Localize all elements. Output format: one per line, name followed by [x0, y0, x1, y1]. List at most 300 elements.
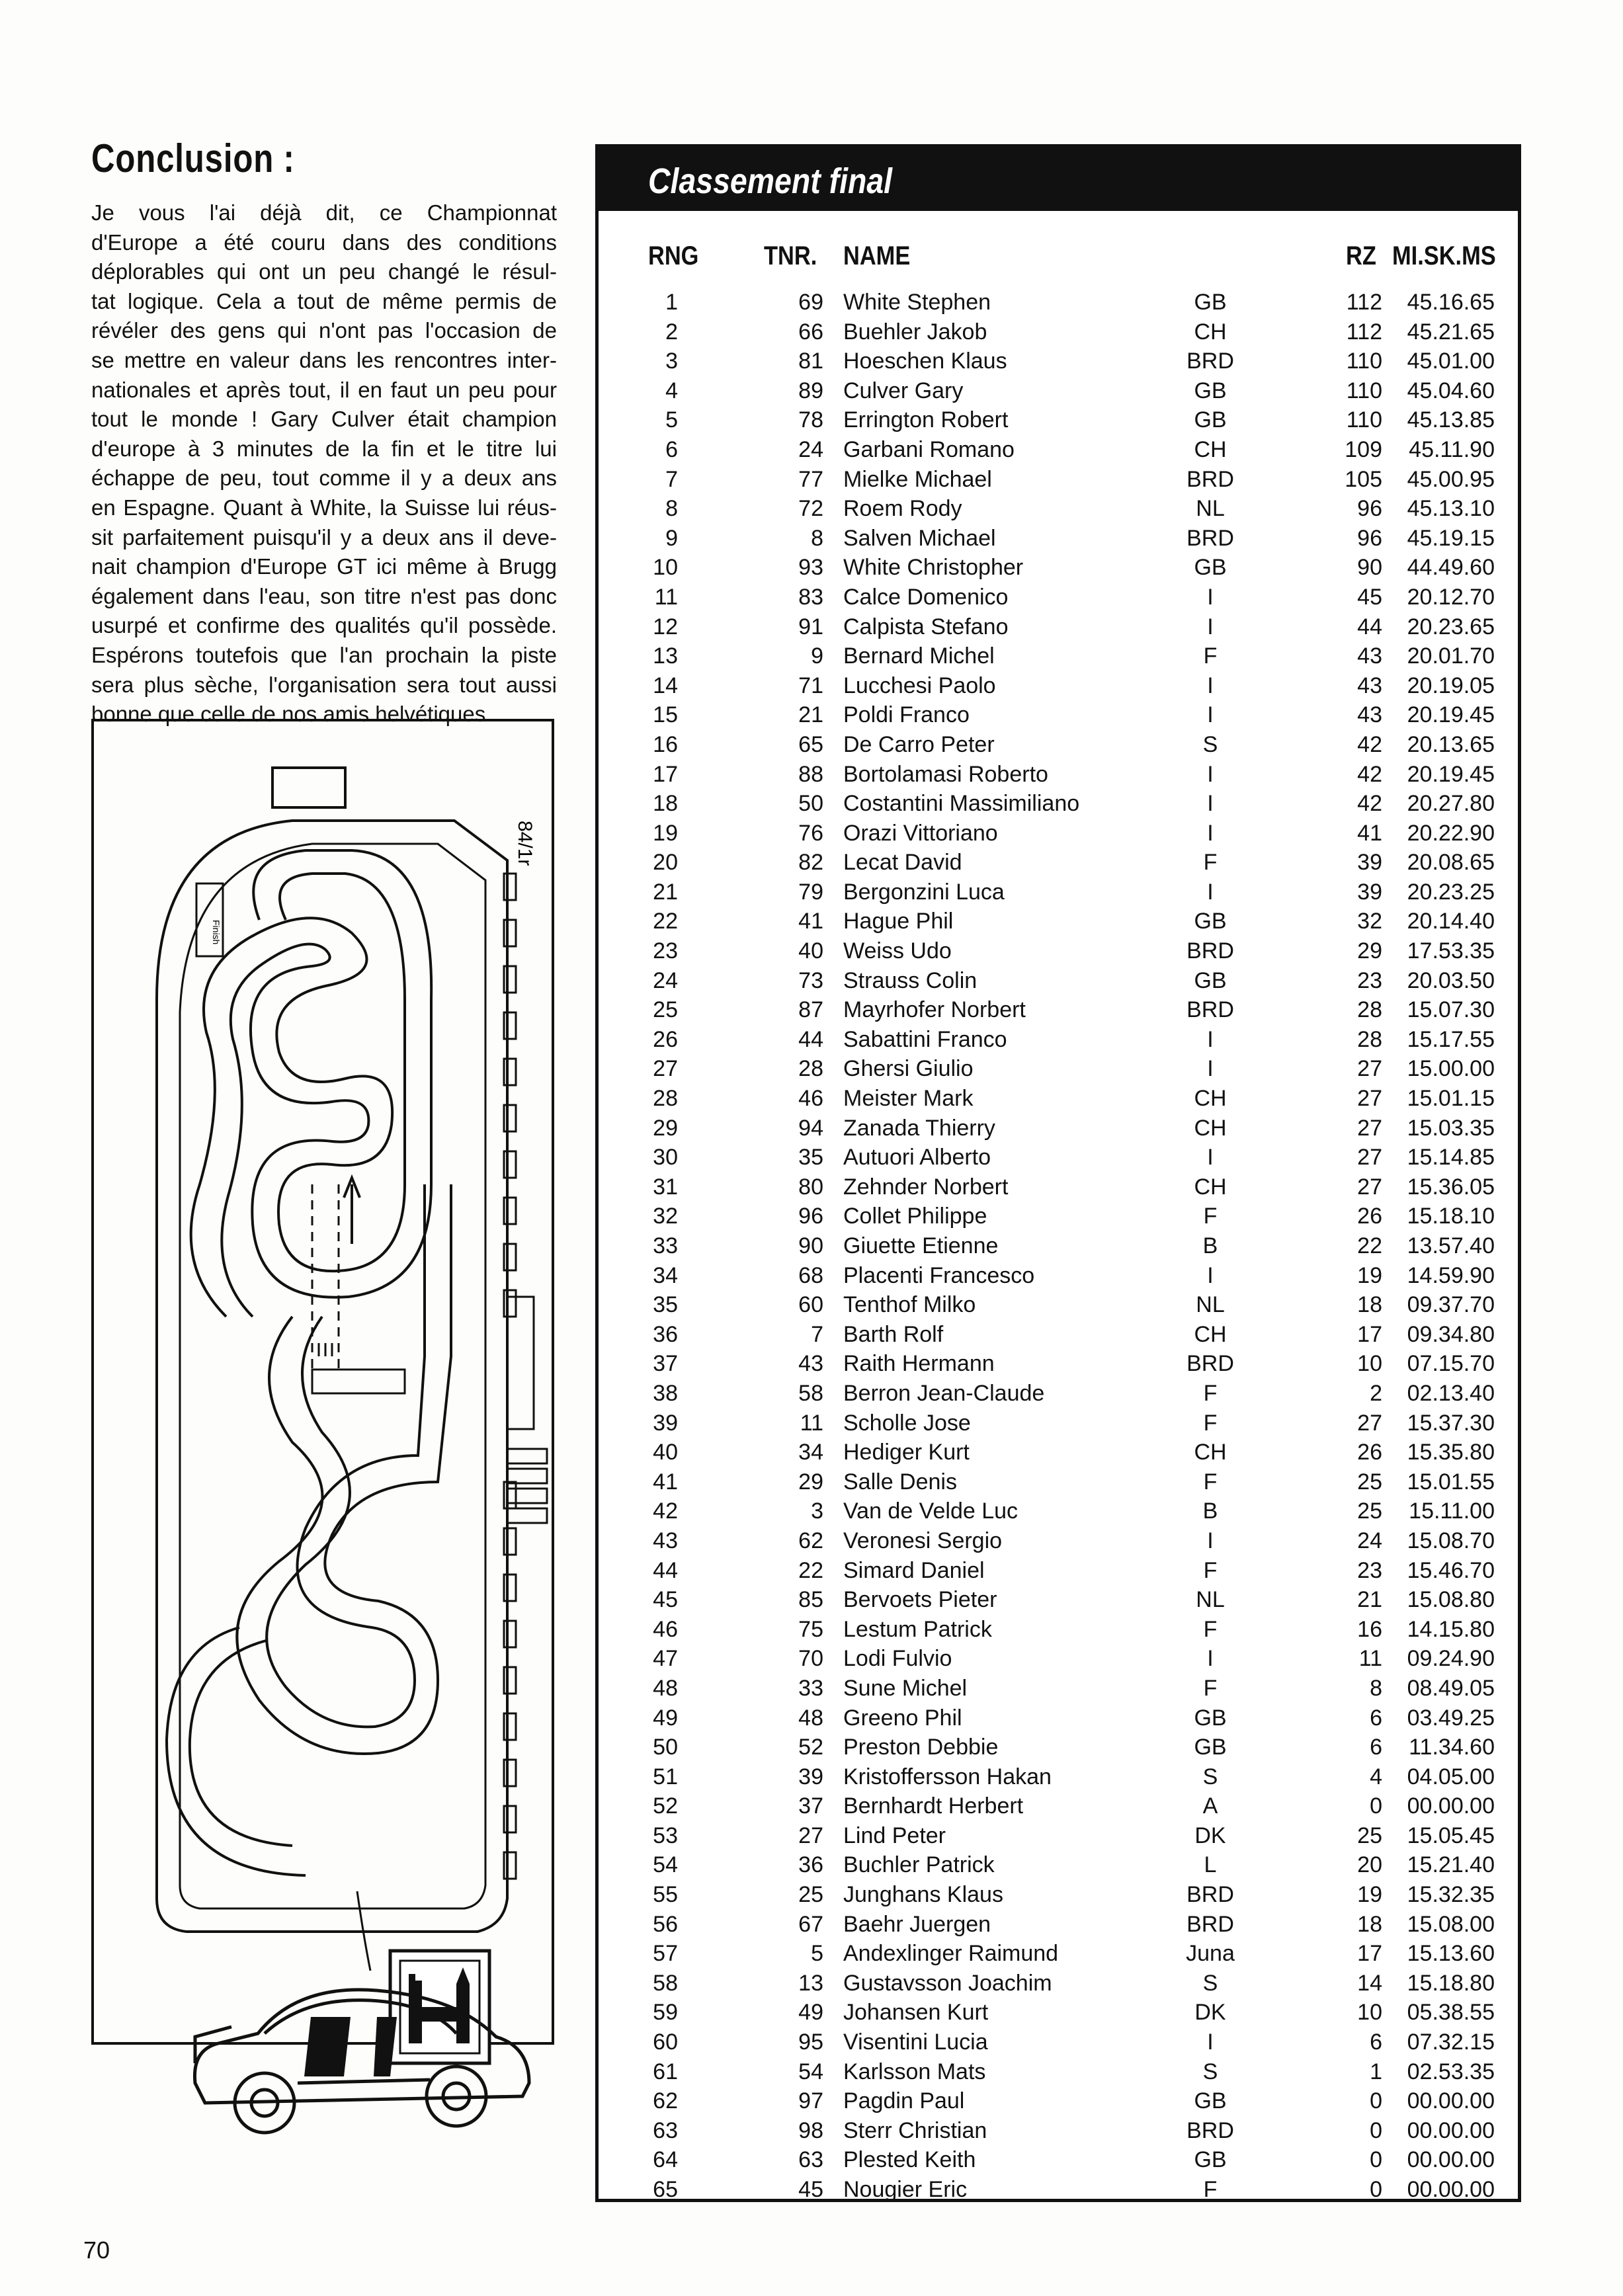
cell-time: 45.00.95	[1407, 466, 1495, 492]
cell-laps: 6	[1370, 2030, 1382, 2055]
cell-time: 15.18.80	[1407, 1970, 1495, 1996]
paragraph-line: déplorables qui ont un peu changé le résul-	[91, 259, 557, 284]
cell-driver-name: Greeno Phil	[843, 1705, 962, 1731]
cell-driver-name: Giuette Etienne	[843, 1233, 999, 1258]
cell-laps: 10	[1357, 2000, 1382, 2026]
cell-nationality: BRD	[1186, 1911, 1234, 1937]
results-table	[595, 144, 1521, 2202]
cell-nationality: I	[1207, 2030, 1214, 2055]
cell-driver-name: Errington Robert	[843, 407, 1009, 433]
cell-rank: 29	[653, 1115, 678, 1141]
cell-laps: 25	[1357, 1469, 1382, 1495]
cell-nationality: GB	[1194, 378, 1227, 403]
table-row	[599, 1114, 1518, 1143]
cell-driver-name: Hediger Kurt	[843, 1440, 970, 1465]
cell-rank: 1	[665, 290, 678, 315]
cell-time: 45.19.15	[1407, 525, 1495, 551]
track-layout-drawing	[94, 721, 552, 2042]
cell-time: 15.46.70	[1407, 1557, 1495, 1583]
cell-car-number: 82	[798, 850, 823, 876]
paragraph-line: usurpé et confirme des qualités qu'il possède.	[91, 613, 557, 638]
table-row	[599, 2145, 1518, 2175]
cell-laps: 22	[1357, 1233, 1382, 1258]
table-row	[599, 612, 1518, 642]
cell-rank: 25	[653, 997, 678, 1023]
cell-driver-name: Preston Debbie	[843, 1735, 999, 1760]
cell-laps: 25	[1357, 1823, 1382, 1848]
cell-nationality: I	[1207, 1262, 1214, 1288]
header-time: MI.SK.MS	[1392, 241, 1496, 270]
cell-car-number: 50	[798, 791, 823, 817]
cell-laps: 17	[1357, 1321, 1382, 1347]
table-row	[599, 1556, 1518, 1586]
cell-nationality: BRD	[1186, 1882, 1234, 1908]
table-row	[599, 848, 1518, 878]
cell-laps: 28	[1357, 1026, 1382, 1052]
cell-rank: 35	[653, 1292, 678, 1318]
cell-laps: 110	[1346, 348, 1382, 374]
cell-driver-name: Gustavsson Joachim	[843, 1970, 1052, 1996]
cell-car-number: 48	[798, 1705, 823, 1731]
cell-time: 08.49.05	[1407, 1675, 1495, 1701]
paragraph-line: sit parfaitement puisqu'il y a deux ans il deve-	[91, 524, 557, 550]
cell-nationality: F	[1203, 1469, 1218, 1495]
cell-driver-name: Zehnder Norbert	[843, 1174, 1009, 1200]
cell-time: 14.59.90	[1407, 1262, 1495, 1288]
cell-nationality: CH	[1194, 319, 1227, 345]
cell-nationality: S	[1202, 731, 1218, 757]
table-row	[599, 2057, 1518, 2087]
cell-car-number: 62	[798, 1528, 823, 1553]
header-name: NAME	[843, 241, 911, 270]
cell-nationality: F	[1203, 2177, 1218, 2202]
cell-driver-name: Lodi Fulvio	[843, 1646, 952, 1672]
table-row	[599, 317, 1518, 347]
cell-rank: 8	[665, 496, 678, 522]
cell-driver-name: Roem Rody	[843, 496, 962, 522]
cell-rank: 46	[653, 1616, 678, 1642]
cell-driver-name: Andexlinger Raimund	[843, 1941, 1059, 1967]
cell-laps: 112	[1346, 290, 1382, 315]
cell-car-number: 5	[811, 1941, 823, 1967]
cell-car-number: 96	[798, 1204, 823, 1229]
cell-time: 07.15.70	[1407, 1351, 1495, 1377]
cell-laps: 105	[1345, 466, 1382, 492]
cell-driver-name: Ghersi Giulio	[843, 1056, 974, 1082]
cell-driver-name: Nougier Eric	[843, 2177, 968, 2202]
cell-driver-name: Buehler Jakob	[843, 319, 987, 345]
cell-time: 14.15.80	[1407, 1616, 1495, 1642]
cell-driver-name: Sabattini Franco	[843, 1026, 1007, 1052]
cell-rank: 45	[653, 1587, 678, 1613]
cell-rank: 28	[653, 1086, 678, 1112]
cell-nationality: CH	[1194, 436, 1227, 462]
cell-car-number: 88	[798, 761, 823, 787]
cell-laps: 25	[1357, 1498, 1382, 1524]
cell-car-number: 89	[798, 378, 823, 403]
cell-time: 20.14.40	[1407, 909, 1495, 934]
cell-car-number: 45	[798, 2177, 823, 2202]
cell-rank: 32	[653, 1204, 678, 1229]
cell-car-number: 54	[798, 2059, 823, 2084]
cell-rank: 37	[653, 1351, 678, 1377]
cell-driver-name: Zanada Thierry	[843, 1115, 995, 1141]
cell-rank: 58	[653, 1970, 678, 1996]
cell-time: 45.04.60	[1407, 378, 1495, 403]
conclusion-paragraph	[91, 198, 557, 729]
cell-nationality: GB	[1194, 555, 1227, 581]
cell-driver-name: Baehr Juergen	[843, 1911, 991, 1937]
cell-rank: 63	[653, 2117, 678, 2143]
cell-rank: 60	[653, 2030, 678, 2055]
cell-car-number: 24	[798, 436, 823, 462]
cell-nationality: I	[1207, 761, 1214, 787]
cell-laps: 18	[1357, 1292, 1382, 1318]
cell-rank: 30	[653, 1145, 678, 1170]
cell-car-number: 97	[798, 2088, 823, 2114]
table-row	[599, 1615, 1518, 1645]
cell-rank: 56	[653, 1911, 678, 1937]
cell-rank: 5	[665, 407, 678, 433]
cell-rank: 14	[653, 673, 678, 698]
cell-time: 13.57.40	[1407, 1233, 1495, 1258]
cell-car-number: 49	[798, 2000, 823, 2026]
cell-nationality: F	[1203, 1675, 1218, 1701]
cell-rank: 43	[653, 1528, 678, 1553]
car-illustration	[179, 1885, 575, 2162]
cell-nationality: GB	[1194, 1735, 1227, 1760]
cell-time: 00.00.00	[1407, 1793, 1495, 1819]
cell-driver-name: Tenthof Milko	[843, 1292, 976, 1318]
cell-laps: 42	[1357, 761, 1382, 787]
cell-car-number: 35	[798, 1145, 823, 1170]
cell-rank: 52	[653, 1793, 678, 1819]
cell-car-number: 85	[798, 1587, 823, 1613]
paragraph-line: sera plus sèche, l'organisation sera tout aussi	[91, 672, 557, 697]
cell-laps: 27	[1357, 1115, 1382, 1141]
cell-nationality: F	[1203, 1557, 1218, 1583]
cell-car-number: 44	[798, 1026, 823, 1052]
cell-driver-name: Scholle Jose	[843, 1410, 971, 1436]
cell-rank: 62	[653, 2088, 678, 2114]
cell-time: 45.11.90	[1409, 436, 1495, 462]
cell-time: 15.36.05	[1407, 1174, 1495, 1200]
cell-driver-name: Lestum Patrick	[843, 1616, 992, 1642]
table-row	[599, 1762, 1518, 1792]
cell-time: 20.01.70	[1407, 643, 1495, 669]
table-row	[599, 936, 1518, 966]
cell-car-number: 36	[798, 1852, 823, 1878]
cell-laps: 18	[1357, 1911, 1382, 1937]
cell-nationality: BRD	[1186, 348, 1234, 374]
cell-laps: 20	[1357, 1852, 1382, 1878]
cell-nationality: DK	[1194, 2000, 1226, 2026]
table-row	[599, 1496, 1518, 1526]
page-number: 70	[83, 2236, 110, 2264]
cell-time: 09.24.90	[1407, 1646, 1495, 1672]
cell-time: 20.19.45	[1407, 761, 1495, 787]
table-row	[599, 1084, 1518, 1114]
cell-car-number: 9	[811, 643, 823, 669]
cell-laps: 110	[1346, 407, 1382, 433]
paragraph-line: d'Europe a été couru dans des conditions	[91, 229, 557, 255]
cell-rank: 9	[665, 525, 678, 551]
cell-laps: 39	[1357, 879, 1382, 905]
cell-driver-name: Junghans Klaus	[843, 1882, 1003, 1908]
cell-car-number: 33	[798, 1675, 823, 1701]
cell-time: 15.32.35	[1407, 1882, 1495, 1908]
cell-nationality: A	[1202, 1793, 1218, 1819]
cell-nationality: F	[1203, 1204, 1218, 1229]
cell-rank: 6	[665, 436, 678, 462]
cell-time: 00.00.00	[1407, 2177, 1495, 2202]
cell-nationality: CH	[1194, 1174, 1227, 1200]
cell-rank: 7	[665, 466, 678, 492]
cell-car-number: 66	[798, 319, 823, 345]
table-row	[599, 465, 1518, 495]
cell-time: 45.13.85	[1407, 407, 1495, 433]
cell-driver-name: Costantini Massimiliano	[843, 791, 1080, 817]
cell-nationality: CH	[1194, 1086, 1227, 1112]
cell-rank: 17	[653, 761, 678, 787]
cell-time: 20.08.65	[1407, 850, 1495, 876]
cell-driver-name: Bernard Michel	[843, 643, 995, 669]
results-rows	[599, 288, 1518, 2205]
cell-driver-name: Bervoets Pieter	[843, 1587, 997, 1613]
table-row	[599, 435, 1518, 465]
cell-nationality: I	[1207, 791, 1214, 817]
cell-laps: 27	[1357, 1174, 1382, 1200]
table-row	[599, 1998, 1518, 2028]
cell-driver-name: Poldi Franco	[843, 702, 970, 728]
cell-nationality: I	[1207, 702, 1214, 728]
cell-time: 15.05.45	[1407, 1823, 1495, 1848]
cell-car-number: 37	[798, 1793, 823, 1819]
cell-nationality: NL	[1196, 1587, 1225, 1613]
cell-rank: 55	[653, 1882, 678, 1908]
cell-nationality: NL	[1196, 1292, 1225, 1318]
table-row	[599, 583, 1518, 612]
cell-laps: 45	[1357, 584, 1382, 610]
cell-laps: 14	[1357, 1970, 1382, 1996]
cell-nationality: GB	[1194, 967, 1227, 993]
table-row	[599, 524, 1518, 554]
cell-nationality: F	[1203, 1410, 1218, 1436]
cell-laps: 23	[1357, 967, 1382, 993]
cell-car-number: 46	[798, 1086, 823, 1112]
table-row	[599, 1231, 1518, 1261]
cell-car-number: 94	[798, 1115, 823, 1141]
cell-nationality: F	[1203, 1616, 1218, 1642]
cell-car-number: 43	[798, 1351, 823, 1377]
cell-time: 05.38.55	[1407, 2000, 1495, 2026]
cell-car-number: 22	[798, 1557, 823, 1583]
cell-laps: 41	[1357, 820, 1382, 846]
cell-driver-name: Orazi Vittoriano	[843, 820, 998, 846]
cell-rank: 59	[653, 2000, 678, 2026]
cell-car-number: 67	[798, 1911, 823, 1937]
cell-laps: 28	[1357, 997, 1382, 1023]
paragraph-line: également dans l'eau, son titre n'est pas donc	[91, 583, 557, 608]
cell-car-number: 7	[811, 1321, 823, 1347]
cell-time: 45.13.10	[1407, 496, 1495, 522]
cell-car-number: 28	[798, 1056, 823, 1082]
cell-rank: 10	[653, 555, 678, 581]
cell-laps: 10	[1357, 1351, 1382, 1377]
cell-rank: 50	[653, 1735, 678, 1760]
table-row	[599, 878, 1518, 907]
cell-laps: 42	[1357, 731, 1382, 757]
cell-car-number: 72	[798, 496, 823, 522]
header-rz: RZ	[1346, 241, 1376, 270]
cell-time: 15.13.60	[1407, 1941, 1495, 1967]
table-row	[599, 1821, 1518, 1851]
cell-nationality: S	[1202, 2059, 1218, 2084]
cell-car-number: 8	[811, 525, 823, 551]
cell-car-number: 79	[798, 879, 823, 905]
cell-driver-name: Salven Michael	[843, 525, 996, 551]
cell-driver-name: Buchler Patrick	[843, 1852, 995, 1878]
cell-rank: 20	[653, 850, 678, 876]
cell-car-number: 91	[798, 614, 823, 639]
cell-time: 02.53.35	[1407, 2059, 1495, 2084]
cell-driver-name: Plested Keith	[843, 2147, 976, 2173]
cell-car-number: 39	[798, 1764, 823, 1789]
cell-nationality: B	[1202, 1498, 1218, 1524]
cell-car-number: 90	[798, 1233, 823, 1258]
cell-nationality: Juna	[1186, 1941, 1235, 1967]
cell-laps: 1	[1370, 2059, 1382, 2084]
cell-time: 44.49.60	[1407, 555, 1495, 581]
cell-driver-name: Raith Hermann	[843, 1351, 995, 1377]
cell-time: 15.07.30	[1407, 997, 1495, 1023]
cell-nationality: GB	[1194, 407, 1227, 433]
cell-laps: 6	[1370, 1735, 1382, 1760]
cell-rank: 12	[653, 614, 678, 639]
cell-rank: 38	[653, 1380, 678, 1406]
cell-rank: 16	[653, 731, 678, 757]
cell-laps: 0	[1370, 2088, 1382, 2114]
cell-laps: 11	[1358, 1646, 1382, 1672]
table-row	[599, 1850, 1518, 1880]
cell-nationality: I	[1207, 1026, 1214, 1052]
cell-time: 20.22.90	[1407, 820, 1495, 846]
cell-time: 15.08.70	[1407, 1528, 1495, 1553]
cell-laps: 43	[1357, 673, 1382, 698]
table-row	[599, 376, 1518, 406]
cell-driver-name: Sterr Christian	[843, 2117, 987, 2143]
cell-car-number: 25	[798, 1882, 823, 1908]
cell-driver-name: Calce Domenico	[843, 584, 1009, 610]
cell-rank: 61	[653, 2059, 678, 2084]
table-row	[599, 1733, 1518, 1762]
cell-nationality: CH	[1194, 1440, 1227, 1465]
table-row	[599, 1409, 1518, 1438]
table-row	[599, 2116, 1518, 2146]
paragraph-line: bonne que celle de nos amis helvétiques.	[91, 702, 492, 727]
cell-driver-name: Bernhardt Herbert	[843, 1793, 1024, 1819]
cell-laps: 23	[1357, 1557, 1382, 1583]
cell-time: 04.05.00	[1407, 1764, 1495, 1789]
cell-driver-name: Lecat David	[843, 850, 962, 876]
cell-laps: 90	[1357, 555, 1382, 581]
cell-time: 45.21.65	[1407, 319, 1495, 345]
cell-laps: 19	[1357, 1262, 1382, 1288]
cell-laps: 0	[1370, 2177, 1382, 2202]
cell-rank: 57	[653, 1941, 678, 1967]
cell-time: 20.23.65	[1407, 614, 1495, 639]
cell-nationality: BRD	[1186, 2117, 1234, 2143]
cell-nationality: BRD	[1186, 466, 1234, 492]
cell-nationality: I	[1207, 1056, 1214, 1082]
table-row	[599, 2028, 1518, 2057]
cell-car-number: 29	[798, 1469, 823, 1495]
cell-rank: 4	[665, 378, 678, 403]
cell-rank: 21	[653, 879, 678, 905]
cell-driver-name: Strauss Colin	[843, 967, 978, 993]
cell-driver-name: Collet Philippe	[843, 1204, 987, 1229]
cell-rank: 31	[653, 1174, 678, 1200]
table-row	[599, 966, 1518, 996]
cell-car-number: 87	[798, 997, 823, 1023]
table-row	[599, 1674, 1518, 1703]
cell-car-number: 41	[798, 909, 823, 934]
cell-time: 15.00.00	[1407, 1056, 1495, 1082]
cell-rank: 53	[653, 1823, 678, 1848]
cell-driver-name: Veronesi Sergio	[843, 1528, 1003, 1553]
cell-rank: 49	[653, 1705, 678, 1731]
cell-laps: 2	[1370, 1380, 1382, 1406]
cell-time: 20.23.25	[1407, 879, 1495, 905]
cell-nationality: CH	[1194, 1321, 1227, 1347]
cell-driver-name: Meister Mark	[843, 1086, 974, 1112]
cell-time: 15.08.80	[1407, 1587, 1495, 1613]
table-row	[599, 1143, 1518, 1172]
table-row	[599, 1320, 1518, 1350]
cell-laps: 27	[1357, 1056, 1382, 1082]
cell-time: 03.49.25	[1407, 1705, 1495, 1731]
svg-text:Finish: Finish	[211, 920, 222, 945]
cell-car-number: 68	[798, 1262, 823, 1288]
cell-laps: 0	[1370, 2147, 1382, 2173]
cell-laps: 27	[1357, 1145, 1382, 1170]
cell-rank: 42	[653, 1498, 678, 1524]
cell-laps: 8	[1370, 1675, 1382, 1701]
cell-rank: 34	[653, 1262, 678, 1288]
cell-laps: 96	[1357, 496, 1382, 522]
table-row	[599, 1644, 1518, 1674]
cell-rank: 36	[653, 1321, 678, 1347]
cell-rank: 15	[653, 702, 678, 728]
cell-driver-name: Hoeschen Klaus	[843, 348, 1007, 374]
cell-car-number: 80	[798, 1174, 823, 1200]
cell-nationality: I	[1207, 820, 1214, 846]
cell-time: 20.12.70	[1407, 584, 1495, 610]
cell-time: 15.35.80	[1407, 1440, 1495, 1465]
cell-car-number: 73	[798, 967, 823, 993]
cell-laps: 43	[1357, 702, 1382, 728]
cell-nationality: I	[1207, 1145, 1214, 1170]
cell-car-number: 3	[811, 1498, 823, 1524]
cell-driver-name: Mayrhofer Norbert	[843, 997, 1026, 1023]
cell-time: 17.53.35	[1407, 938, 1495, 964]
cell-nationality: BRD	[1186, 997, 1234, 1023]
table-row	[599, 1379, 1518, 1409]
cell-nationality: GB	[1194, 2147, 1227, 2173]
cell-time: 07.32.15	[1407, 2030, 1495, 2055]
cell-laps: 24	[1357, 1528, 1382, 1553]
paragraph-line: révéler des gens qui n'ont pas l'occasion de	[91, 318, 557, 343]
